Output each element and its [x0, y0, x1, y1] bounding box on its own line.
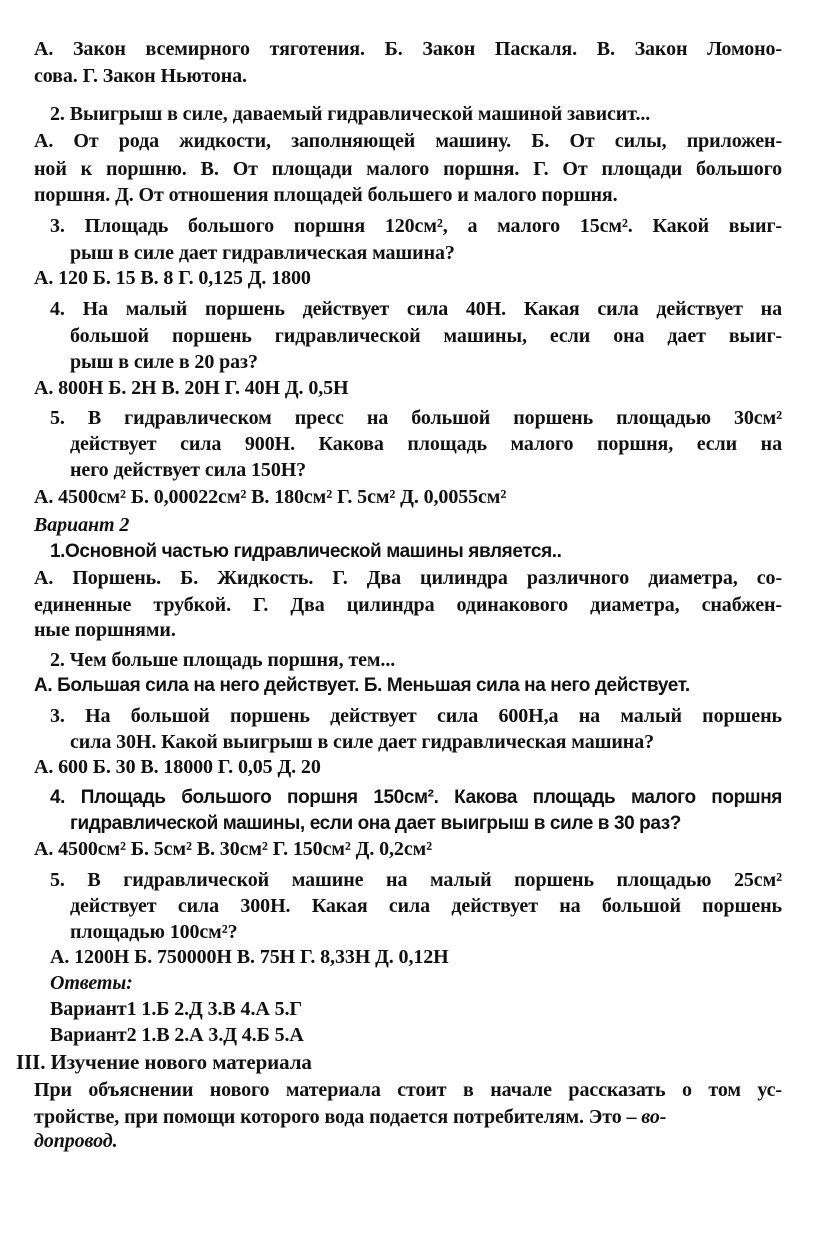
- text-line: единенные трубкой. Г. Два цилиндра одинакового диаметра, снабжен-: [34, 594, 782, 616]
- text-line: А. Закон всемирного тяготения. Б. Закон Паскаля. В. Закон Ломоно-: [34, 38, 782, 60]
- question-line: действует сила 300Н. Какая сила действует на большой поршень: [70, 895, 782, 917]
- question-line: площадью 100см²?: [70, 921, 238, 943]
- text-line: [34, 1104, 782, 1130]
- answer-key-line: Вариант2 1.В 2.А 3.Д 4.Б 5.А: [50, 1024, 304, 1046]
- section-heading: III. Изучение нового материала: [16, 1050, 312, 1074]
- text-line: При объяснении нового материала стоит в начале рассказать о том ус-: [34, 1079, 782, 1101]
- italic-term: допровод.: [34, 1130, 118, 1152]
- question-line: 3. Площадь большого поршня 120см², а малого 15см². Какой выиг-: [50, 215, 782, 237]
- answers-line: А. 4500см² Б. 5см² В. 30см² Г. 150см² Д. 0,2см²: [34, 838, 433, 860]
- question-line: большой поршень гидравлической машины, если она дает выиг-: [70, 325, 782, 347]
- text-line: А. От рода жидкости, заполняющей машину. Б. От силы, приложен-: [34, 130, 782, 152]
- text-line: ной к поршню. В. От площади малого поршня. Г. От площади большого: [34, 158, 782, 180]
- italic-term: во-: [641, 1106, 667, 1128]
- text-line: ные поршнями.: [34, 619, 176, 641]
- answers-line: А. 800Н Б. 2Н В. 20Н Г. 40Н Д. 0,5Н: [34, 377, 349, 399]
- question-line: 2. Выигрыш в силе, даваемый гидравлической машиной зависит...: [50, 103, 651, 125]
- text-line: поршня. Д. От отношения площадей большего и малого поршня.: [34, 184, 618, 206]
- text-span: тройстве, при помощи которого вода подается потребителям. Это –: [34, 1106, 642, 1128]
- question-line: него действует сила 150Н?: [70, 459, 307, 481]
- question-line: 3. На большой поршень действует сила 600Н,а на малый поршень: [50, 705, 782, 727]
- question-line: 4. На малый поршень действует сила 40Н. Какая сила действует на: [50, 298, 782, 320]
- question-line: действует сила 900Н. Какова площадь малого поршня, если на: [70, 433, 782, 455]
- answers-line: А. 600 Б. 30 В. 18000 Г. 0,05 Д. 20: [34, 756, 321, 778]
- question-line: гидравлической машины, если она дает выигрыш в силе в 30 раз?: [70, 813, 682, 834]
- text-line: сова. Г. Закон Ньютона.: [34, 65, 247, 87]
- question-line: рыш в силе в 20 раз?: [70, 351, 258, 373]
- question-line: 1.Основной частью гидравлической машины является..: [50, 541, 562, 562]
- question-line: рыш в силе дает гидравлическая машина?: [70, 242, 455, 264]
- answers-line: А. 4500см² Б. 0,00022см² В. 180см² Г. 5см² Д. 0,0055см²: [34, 486, 507, 508]
- question-line: 4. Площадь большого поршня 150см². Какова площадь малого поршня: [50, 787, 782, 808]
- question-line: 5. В гидравлическом пресс на большой поршень площадью 30см²: [50, 407, 782, 429]
- answers-heading: Ответы:: [50, 972, 133, 994]
- answers-line: А. 120 Б. 15 В. 8 Г. 0,125 Д. 1800: [34, 267, 311, 289]
- question-line: сила 30Н. Какой выигрыш в силе дает гидравлическая машина?: [70, 731, 655, 753]
- text-line: А. Поршень. Б. Жидкость. Г. Два цилиндра различного диаметра, со-: [34, 567, 782, 589]
- variant-heading: Вариант 2: [34, 514, 130, 536]
- answers-line: А. 1200Н Б. 750000Н В. 75Н Г. 8,33Н Д. 0,12Н: [50, 946, 449, 968]
- answers-line: А. Большая сила на него действует. Б. Меньшая сила на него действует.: [34, 675, 690, 696]
- question-line: 2. Чем больше площадь поршня, тем...: [50, 649, 396, 671]
- question-line: 5. В гидравлической машине на малый поршень площадью 25см²: [50, 869, 782, 891]
- answer-key-line: Вариант1 1.Б 2.Д 3.В 4.А 5.Г: [50, 998, 303, 1020]
